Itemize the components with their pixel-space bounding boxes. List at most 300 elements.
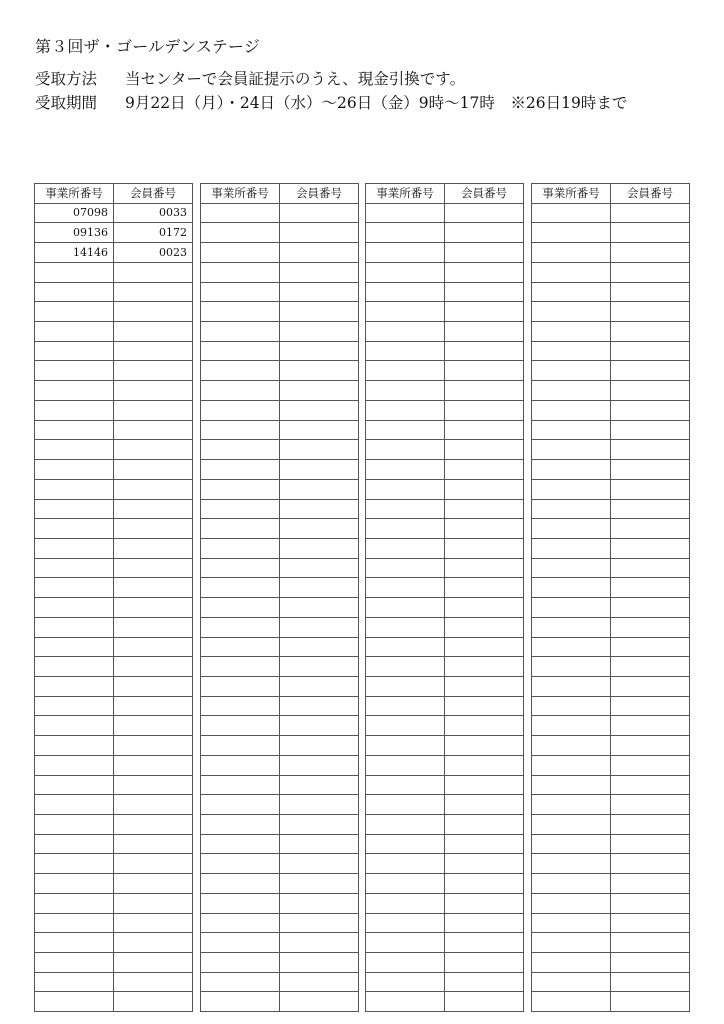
table-row bbox=[35, 676, 193, 696]
table-row bbox=[201, 657, 359, 677]
table-row bbox=[366, 716, 524, 736]
office-no-cell bbox=[35, 519, 114, 539]
member-no-cell bbox=[114, 755, 193, 775]
member-no-cell bbox=[280, 400, 359, 420]
member-no-cell bbox=[280, 598, 359, 618]
office-no-cell bbox=[532, 716, 611, 736]
member-no-cell bbox=[114, 262, 193, 282]
member-no-cell bbox=[611, 775, 690, 795]
office-no-cell bbox=[35, 676, 114, 696]
table-row bbox=[366, 834, 524, 854]
table-row bbox=[366, 262, 524, 282]
table-row bbox=[35, 282, 193, 302]
member-no-cell bbox=[280, 578, 359, 598]
table-row bbox=[366, 302, 524, 322]
office-no-cell bbox=[201, 262, 280, 282]
member-no-cell bbox=[611, 282, 690, 302]
table-row bbox=[35, 578, 193, 598]
table-row bbox=[201, 696, 359, 716]
member-no-cell bbox=[445, 992, 524, 1012]
table-row bbox=[366, 775, 524, 795]
office-no-cell bbox=[532, 637, 611, 657]
member-no-cell bbox=[611, 795, 690, 815]
receipt-period-label: 受取期間 bbox=[35, 94, 98, 112]
table-row bbox=[532, 617, 690, 637]
office-no-cell bbox=[532, 913, 611, 933]
table-row bbox=[366, 499, 524, 519]
office-no-cell bbox=[532, 696, 611, 716]
office-no-cell bbox=[201, 598, 280, 618]
member-no-cell bbox=[280, 243, 359, 263]
table-row bbox=[366, 637, 524, 657]
table-row bbox=[35, 736, 193, 756]
office-no-cell bbox=[532, 755, 611, 775]
table-row bbox=[201, 913, 359, 933]
office-no-cell bbox=[532, 953, 611, 973]
table-row bbox=[201, 302, 359, 322]
member-no-cell bbox=[611, 302, 690, 322]
member-no-cell bbox=[114, 538, 193, 558]
office-no-cell bbox=[366, 874, 445, 894]
member-no-cell bbox=[445, 479, 524, 499]
member-no-cell bbox=[114, 834, 193, 854]
table-row bbox=[201, 519, 359, 539]
office-no-cell bbox=[201, 460, 280, 480]
member-no-cell bbox=[445, 262, 524, 282]
office-no-cell bbox=[366, 538, 445, 558]
member-no-cell bbox=[280, 302, 359, 322]
table-row bbox=[532, 282, 690, 302]
member-no-cell bbox=[280, 361, 359, 381]
table-row bbox=[366, 558, 524, 578]
member-no-cell bbox=[114, 696, 193, 716]
office-no-cell bbox=[532, 775, 611, 795]
table-row bbox=[201, 854, 359, 874]
office-no-cell bbox=[35, 262, 114, 282]
table-row bbox=[201, 420, 359, 440]
office-no-cell bbox=[201, 223, 280, 243]
table-row bbox=[35, 341, 193, 361]
office-no-cell bbox=[201, 834, 280, 854]
table-row bbox=[532, 499, 690, 519]
table-row bbox=[366, 755, 524, 775]
member-no-cell bbox=[114, 519, 193, 539]
member-no-cell bbox=[445, 874, 524, 894]
table-row bbox=[35, 381, 193, 401]
office-no-cell bbox=[35, 696, 114, 716]
member-no-cell bbox=[114, 558, 193, 578]
office-no-cell bbox=[532, 972, 611, 992]
office-no-cell bbox=[532, 795, 611, 815]
office-no-header: 事業所番号 bbox=[366, 184, 445, 204]
member-no-cell bbox=[445, 282, 524, 302]
office-no-cell bbox=[35, 479, 114, 499]
table-row bbox=[201, 795, 359, 815]
table-row bbox=[532, 203, 690, 223]
member-no-cell bbox=[611, 992, 690, 1012]
member-no-cell bbox=[445, 223, 524, 243]
office-no-cell bbox=[366, 953, 445, 973]
office-no-cell bbox=[201, 972, 280, 992]
office-no-cell bbox=[366, 854, 445, 874]
table-row bbox=[532, 361, 690, 381]
table-row bbox=[366, 657, 524, 677]
table-row bbox=[35, 874, 193, 894]
member-no-cell bbox=[280, 913, 359, 933]
table-row bbox=[201, 440, 359, 460]
table-row bbox=[366, 893, 524, 913]
office-no-cell bbox=[532, 578, 611, 598]
table-header-row bbox=[532, 184, 690, 204]
table-header-row bbox=[35, 184, 193, 204]
office-no-cell bbox=[201, 302, 280, 322]
table-row bbox=[201, 992, 359, 1012]
receipt-period bbox=[35, 91, 627, 113]
member-no-cell bbox=[611, 598, 690, 618]
table-row bbox=[201, 262, 359, 282]
office-no-cell bbox=[532, 460, 611, 480]
member-no-cell bbox=[280, 775, 359, 795]
member-no-cell: 0172 bbox=[114, 223, 193, 243]
member-no-cell bbox=[611, 341, 690, 361]
office-no-cell bbox=[35, 972, 114, 992]
office-no-cell bbox=[532, 400, 611, 420]
office-no-cell bbox=[366, 972, 445, 992]
table-row bbox=[532, 558, 690, 578]
table-row bbox=[35, 440, 193, 460]
table-row bbox=[532, 874, 690, 894]
table-row bbox=[35, 933, 193, 953]
table-header-row bbox=[366, 184, 524, 204]
member-no-cell bbox=[611, 223, 690, 243]
table-row bbox=[35, 657, 193, 677]
office-no-cell bbox=[532, 302, 611, 322]
office-no-cell bbox=[366, 243, 445, 263]
member-no-cell bbox=[611, 361, 690, 381]
member-no-cell bbox=[445, 440, 524, 460]
office-no-cell bbox=[35, 578, 114, 598]
table-row bbox=[366, 538, 524, 558]
office-no-cell bbox=[366, 558, 445, 578]
member-no-cell bbox=[445, 381, 524, 401]
member-no-cell bbox=[445, 400, 524, 420]
member-no-cell bbox=[445, 933, 524, 953]
table-row bbox=[201, 953, 359, 973]
office-no-cell bbox=[201, 381, 280, 401]
member-no-cell bbox=[611, 203, 690, 223]
member-no-cell bbox=[114, 815, 193, 835]
office-no-cell bbox=[532, 538, 611, 558]
member-no-cell bbox=[445, 913, 524, 933]
member-no-cell bbox=[445, 420, 524, 440]
table-row bbox=[35, 716, 193, 736]
member-no-cell bbox=[445, 696, 524, 716]
office-no-cell bbox=[366, 755, 445, 775]
table-row bbox=[532, 598, 690, 618]
member-no-cell bbox=[611, 696, 690, 716]
table-row bbox=[201, 400, 359, 420]
table-row bbox=[35, 479, 193, 499]
member-no-cell bbox=[114, 381, 193, 401]
table-row bbox=[366, 341, 524, 361]
member-no-cell bbox=[611, 972, 690, 992]
office-no-cell bbox=[366, 322, 445, 342]
office-no-cell bbox=[366, 815, 445, 835]
table-row bbox=[532, 479, 690, 499]
office-no-cell bbox=[366, 282, 445, 302]
member-no-cell bbox=[114, 302, 193, 322]
member-no-cell bbox=[114, 578, 193, 598]
table-row bbox=[35, 519, 193, 539]
table-row bbox=[201, 381, 359, 401]
office-no-cell bbox=[35, 361, 114, 381]
member-no-cell bbox=[280, 815, 359, 835]
member-no-cell bbox=[114, 716, 193, 736]
table-row bbox=[35, 617, 193, 637]
member-no-cell bbox=[280, 381, 359, 401]
office-no-cell bbox=[532, 519, 611, 539]
member-no-cell bbox=[280, 262, 359, 282]
office-no-cell bbox=[201, 913, 280, 933]
member-no-cell bbox=[445, 637, 524, 657]
office-no-cell bbox=[366, 361, 445, 381]
office-no-cell bbox=[366, 341, 445, 361]
office-no-cell bbox=[35, 460, 114, 480]
member-no-cell bbox=[114, 893, 193, 913]
office-no-cell bbox=[35, 440, 114, 460]
office-no-cell bbox=[366, 775, 445, 795]
member-no-cell bbox=[445, 716, 524, 736]
table-row bbox=[532, 854, 690, 874]
member-no-cell bbox=[114, 913, 193, 933]
member-no-cell bbox=[114, 361, 193, 381]
member-no-cell bbox=[611, 657, 690, 677]
member-no-cell bbox=[280, 874, 359, 894]
member-no-cell bbox=[114, 795, 193, 815]
office-no-cell bbox=[35, 913, 114, 933]
table-row bbox=[366, 676, 524, 696]
member-no-cell bbox=[280, 676, 359, 696]
office-no-cell bbox=[532, 834, 611, 854]
office-no-cell bbox=[35, 736, 114, 756]
table-row bbox=[35, 795, 193, 815]
member-no-cell bbox=[445, 598, 524, 618]
office-no-cell bbox=[532, 381, 611, 401]
office-no-cell bbox=[366, 440, 445, 460]
table-row bbox=[532, 302, 690, 322]
office-no-cell bbox=[366, 913, 445, 933]
office-no-cell bbox=[532, 243, 611, 263]
table-row bbox=[532, 243, 690, 263]
office-no-cell bbox=[201, 676, 280, 696]
office-no-cell bbox=[366, 223, 445, 243]
table-row bbox=[35, 262, 193, 282]
member-no-cell bbox=[114, 657, 193, 677]
office-no-cell bbox=[366, 992, 445, 1012]
office-no-cell bbox=[201, 775, 280, 795]
table-row bbox=[201, 558, 359, 578]
member-no-cell bbox=[280, 953, 359, 973]
member-no-cell bbox=[611, 755, 690, 775]
table-row bbox=[366, 854, 524, 874]
member-no-cell bbox=[445, 460, 524, 480]
table-row bbox=[366, 322, 524, 342]
table-row bbox=[35, 598, 193, 618]
office-no-cell bbox=[532, 598, 611, 618]
table-row bbox=[366, 933, 524, 953]
member-no-cell bbox=[611, 736, 690, 756]
member-no-cell bbox=[445, 657, 524, 677]
member-no-cell bbox=[611, 243, 690, 263]
member-no-cell bbox=[611, 479, 690, 499]
member-no-header: 会員番号 bbox=[114, 184, 193, 204]
office-no-cell bbox=[35, 854, 114, 874]
table-row bbox=[35, 361, 193, 381]
table-row bbox=[35, 499, 193, 519]
office-no-cell bbox=[201, 755, 280, 775]
office-no-cell: 09136 bbox=[35, 223, 114, 243]
member-no-cell bbox=[445, 341, 524, 361]
table-row bbox=[366, 361, 524, 381]
member-no-cell bbox=[114, 479, 193, 499]
table-header-row bbox=[201, 184, 359, 204]
office-no-cell bbox=[201, 696, 280, 716]
office-no-cell bbox=[532, 893, 611, 913]
member-no-cell bbox=[280, 637, 359, 657]
table-row bbox=[366, 598, 524, 618]
table-row bbox=[201, 203, 359, 223]
member-no-cell bbox=[611, 558, 690, 578]
member-no-cell bbox=[114, 676, 193, 696]
table-row bbox=[532, 755, 690, 775]
office-no-cell bbox=[35, 499, 114, 519]
table-row bbox=[532, 992, 690, 1012]
office-no-cell bbox=[201, 499, 280, 519]
member-no-cell bbox=[445, 893, 524, 913]
member-no-cell bbox=[280, 479, 359, 499]
table-row bbox=[366, 479, 524, 499]
member-no-cell bbox=[114, 874, 193, 894]
office-no-cell bbox=[366, 262, 445, 282]
member-no-cell bbox=[280, 322, 359, 342]
member-no-cell bbox=[445, 953, 524, 973]
office-no-cell bbox=[35, 617, 114, 637]
table-row bbox=[201, 893, 359, 913]
office-no-cell bbox=[35, 302, 114, 322]
member-no-cell bbox=[611, 420, 690, 440]
member-no-cell: 0023 bbox=[114, 243, 193, 263]
table-row bbox=[35, 775, 193, 795]
table-row bbox=[201, 499, 359, 519]
member-no-cell bbox=[611, 913, 690, 933]
table-row bbox=[532, 440, 690, 460]
member-no-cell bbox=[611, 933, 690, 953]
office-no-cell bbox=[201, 874, 280, 894]
office-no-cell bbox=[201, 992, 280, 1012]
office-no-cell bbox=[35, 341, 114, 361]
table-row bbox=[366, 400, 524, 420]
table-row bbox=[366, 243, 524, 263]
member-no-cell bbox=[611, 676, 690, 696]
member-no-header: 会員番号 bbox=[611, 184, 690, 204]
office-no-cell bbox=[366, 933, 445, 953]
member-no-cell bbox=[114, 460, 193, 480]
table-row bbox=[366, 203, 524, 223]
table-row bbox=[35, 420, 193, 440]
member-no-cell bbox=[611, 538, 690, 558]
table-row bbox=[532, 972, 690, 992]
member-no-cell bbox=[280, 736, 359, 756]
member-no-cell bbox=[445, 736, 524, 756]
table-row bbox=[201, 775, 359, 795]
table-row bbox=[35, 302, 193, 322]
member-no-cell bbox=[114, 992, 193, 1012]
member-no-cell bbox=[445, 243, 524, 263]
member-table-4 bbox=[531, 183, 690, 1012]
table-row bbox=[35, 854, 193, 874]
table-row bbox=[532, 341, 690, 361]
office-no-cell bbox=[366, 420, 445, 440]
table-row bbox=[35, 696, 193, 716]
office-no-cell bbox=[35, 874, 114, 894]
member-no-cell bbox=[611, 400, 690, 420]
office-no-cell bbox=[201, 933, 280, 953]
member-no-cell bbox=[445, 361, 524, 381]
office-no-cell bbox=[35, 933, 114, 953]
table-row bbox=[532, 676, 690, 696]
receipt-method bbox=[35, 67, 465, 89]
table-row bbox=[35, 992, 193, 1012]
member-no-cell bbox=[445, 322, 524, 342]
table-row bbox=[532, 716, 690, 736]
office-no-cell bbox=[201, 953, 280, 973]
office-no-cell bbox=[366, 598, 445, 618]
office-no-cell bbox=[366, 736, 445, 756]
table-row bbox=[366, 874, 524, 894]
table-row bbox=[201, 755, 359, 775]
member-no-cell bbox=[280, 716, 359, 736]
table-row bbox=[532, 775, 690, 795]
office-no-cell bbox=[532, 440, 611, 460]
office-no-cell bbox=[35, 538, 114, 558]
office-no-cell bbox=[532, 617, 611, 637]
member-no-cell bbox=[280, 972, 359, 992]
table-row bbox=[366, 913, 524, 933]
table-row bbox=[201, 617, 359, 637]
table-row bbox=[35, 223, 193, 243]
table-row bbox=[35, 913, 193, 933]
office-no-cell bbox=[201, 538, 280, 558]
office-no-cell bbox=[532, 322, 611, 342]
table-row bbox=[201, 538, 359, 558]
office-no-cell bbox=[35, 893, 114, 913]
member-no-cell bbox=[280, 992, 359, 1012]
office-no-cell bbox=[532, 262, 611, 282]
table-row bbox=[201, 676, 359, 696]
table-row bbox=[366, 815, 524, 835]
office-no-cell bbox=[532, 223, 611, 243]
table-row bbox=[532, 519, 690, 539]
member-no-cell bbox=[280, 519, 359, 539]
office-no-cell bbox=[366, 657, 445, 677]
office-no-cell bbox=[532, 341, 611, 361]
member-no-cell bbox=[611, 874, 690, 894]
table-row bbox=[366, 972, 524, 992]
office-no-cell bbox=[35, 657, 114, 677]
table-row bbox=[532, 657, 690, 677]
member-no-cell bbox=[445, 834, 524, 854]
office-no-cell bbox=[35, 953, 114, 973]
